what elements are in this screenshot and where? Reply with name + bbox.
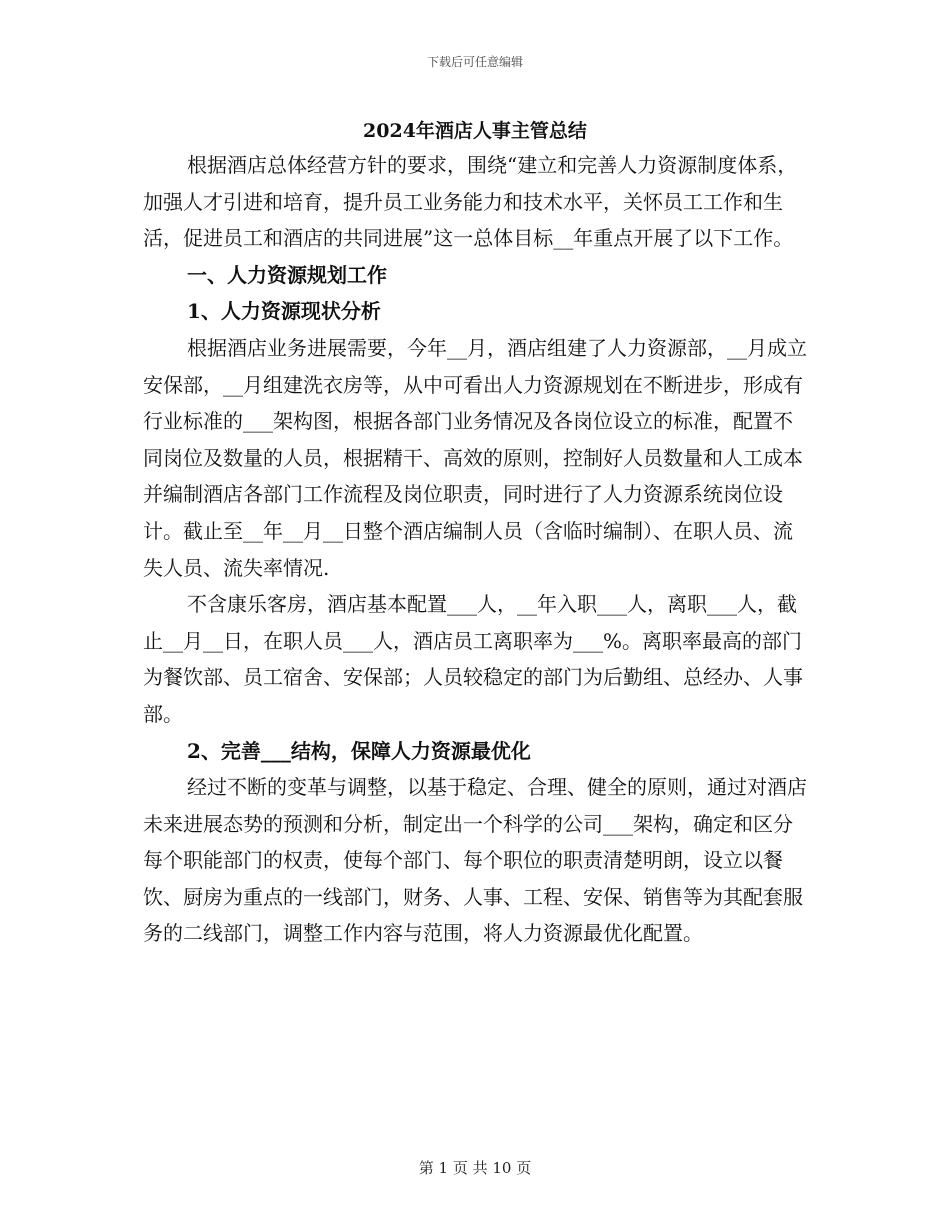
page-footer: 第 1 页 共 10 页 <box>418 1159 532 1177</box>
document-body <box>143 147 808 952</box>
page-header: 下载后可任意编辑 <box>426 55 523 69</box>
body-paragraph: 经过不断的变革与调整，以基于稳定、合理、健全的原则，通过对酒店未来进展态势的预测和分析，制定出一个科学的公司___架构，确定和区分每个职能部门的权责，使每个部门、每个职位的职责清楚明朗，设立以餐饮、厨房为重点的一线部门，财务、人事、工程、安保、销售等为其配套服务的二线部门，调整工作内容与范围，将人力资源最优化配置。 <box>143 775 807 946</box>
document-title: 2024年酒店人事主管总结 <box>363 120 587 142</box>
intro-paragraph: 根据酒店总体经营方针的要求，围绕“建立和完善人力资源制度体系，加强人才引进和培育，提升员工业务能力和技术水平，关怀员工工作和生活，促进员工和酒店的共同进展”这一总体目标__年重点开展了以下工作。 <box>143 153 798 251</box>
subsection-heading-1: 1、人力资源现状分析 <box>187 299 381 324</box>
body-paragraph: 不含康乐客房，酒店基本配置___人，__年入职___人，离职___人，截止__月__日，在职人员___人，酒店员工离职率为___%。离职率最高的部门为餐饮部、员工宿舍、安保部；人员较稳定的部门为后勤组、总经办、人事部。 <box>143 592 803 726</box>
body-paragraph: 根据酒店业务进展需要，今年__月，酒店组建了人力资源部，__月成立安保部，__月组建洗衣房等，从中可看出人力资源规划在不断进步，形成有行业标准的___架构图，根据各部门业务情况及各岗位设立的标准，配置不同岗位及数量的人员，根据精干、高效的原则，控制好人员数量和人工成本并编制酒店各部门工作流程及岗位职责，同时进行了人力资源系统岗位设计。截止至__年__月__日整个酒店编制人员（含临时编制）、在职人员、流失人员、流失率情况. <box>143 335 807 580</box>
section-heading-1: 一、人力资源规划工作 <box>187 262 387 287</box>
subsection-heading-2: 2、完善___结构，保障人力资源最优化 <box>187 738 531 763</box>
